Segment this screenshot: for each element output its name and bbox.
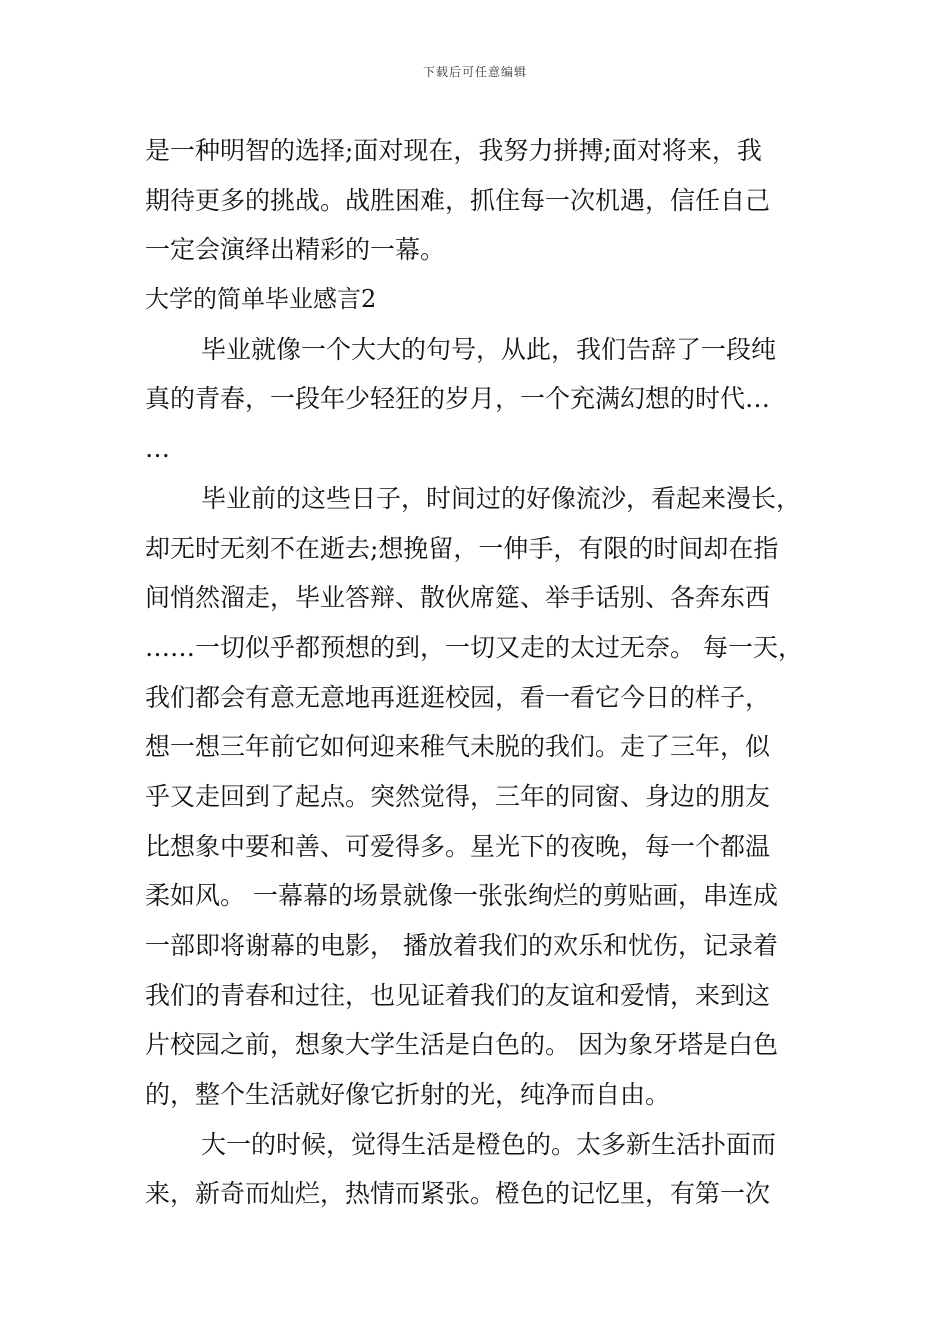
section-heading: 大学的简单毕业感言2 — [145, 285, 377, 314]
text-line: 我们的青春和过往，也见证着我们的友谊和爱情，来到这 — [145, 980, 771, 1010]
text-line: 大一的时候，觉得生活是橙色的。太多新生活扑面而 — [201, 1129, 777, 1159]
document-body — [145, 126, 835, 1219]
text-line: 想一想三年前它如何迎来稚气未脱的我们。走了三年，似 — [145, 732, 771, 762]
text-line: 一部即将谢幕的电影， 播放着我们的欢乐和忧伤，记录着 — [145, 931, 778, 960]
text-line: 一定会演绎出精彩的一幕。 — [145, 235, 446, 265]
text-line: … — [145, 434, 170, 464]
text-line: 间悄然溜走，毕业答辩、散伙席筵、举手话别、各奔东西 — [145, 583, 771, 613]
text-line: 的，整个生活就好像它折射的光，纯净而自由。 — [145, 1080, 671, 1110]
text-line: 比想象中要和善、可爱得多。星光下的夜晚，每一个都温 — [145, 831, 771, 861]
text-line: 是一种明智的选择;面对现在，我努力拼搏;面对将来，我 — [145, 136, 762, 165]
page-header: 下载后可任意编辑 — [422, 65, 527, 79]
text-line: ……一切似乎都预想的到，一切又走的太过无奈。 每一天， — [145, 632, 803, 662]
text-line: 柔如风。 一幕幕的场景就像一张张绚烂的剪贴画，串连成 — [145, 881, 778, 911]
text-line: 我们都会有意无意地再逛逛校园，看一看它今日的样子， — [145, 682, 771, 712]
text-line: 片校园之前，想象大学生活是白色的。 因为象牙塔是白色 — [145, 1030, 778, 1060]
text-line: 却无时无刻不在逝去;想挽留，一伸手，有限的时间却在指 — [145, 533, 779, 563]
text-line: 真的青春，一段年少轻狂的岁月，一个充满幻想的时代… — [145, 384, 771, 414]
text-line: 期待更多的挑战。战胜困难，抓住每一次机遇，信任自己 — [145, 185, 771, 215]
text-line: 乎又走回到了起点。突然觉得，三年的同窗、身边的朋友 — [145, 781, 771, 811]
text-line: 来，新奇而灿烂，热情而紧张。橙色的记忆里，有第一次 — [145, 1179, 771, 1209]
text-line: 毕业前的这些日子，时间过的好像流沙，看起来漫长， — [201, 483, 802, 513]
text-line: 毕业就像一个大大的句号，从此，我们告辞了一段纯 — [201, 334, 777, 364]
